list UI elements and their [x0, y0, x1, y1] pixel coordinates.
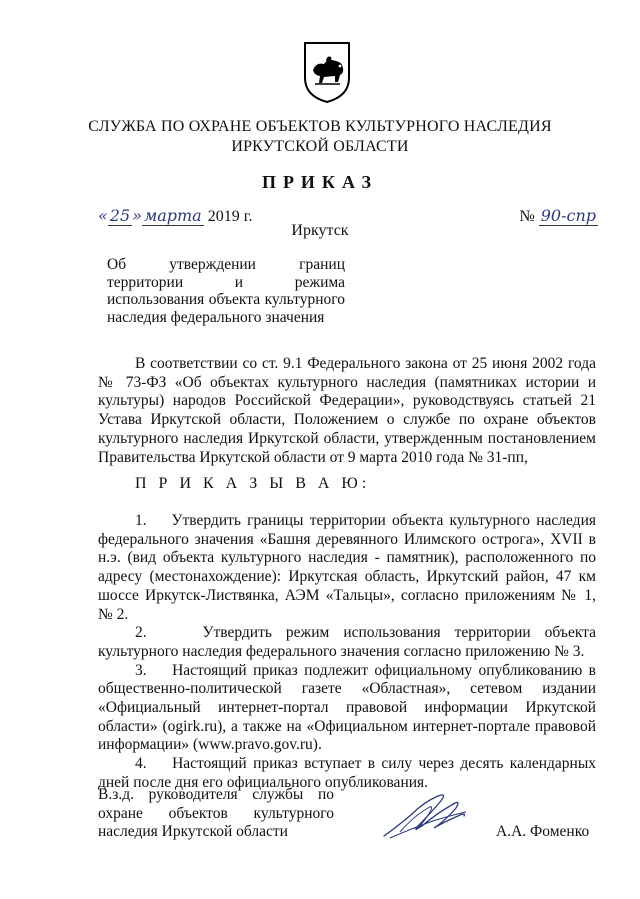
- order-item: 4. Настоящий приказ вступает в силу через десять календарных дней после дня его официального опубликования.: [98, 755, 596, 791]
- order-heading: П Р И К А З Ы В А Ю:: [135, 475, 371, 492]
- order-item: 1. Утвердить границы территории объекта культурного наследия федерального значения «Башня деревянного Илимского острога», XVII в н.э. (вид объекта культурного наследия - памятник), расположенного по адресу (местонахождение): Иркутская область, Иркутский район, 47 км шоссе Иркутск-Листвянка, АЭМ «Тальцы», согласно приложениям № 1, № 2.: [98, 512, 596, 623]
- city: Иркутск: [291, 222, 349, 239]
- date-close-quote: »: [132, 206, 142, 225]
- organization-name-line-1: СЛУЖБА ПО ОХРАНЕ ОБЪЕКТОВ КУЛЬТУРНОГО НАСЛЕДИЯ: [88, 118, 552, 135]
- date-year: 2019 г.: [207, 208, 253, 225]
- coat-of-arms-icon: [300, 40, 354, 104]
- organization-name-line-2: ИРКУТСКОЙ ОБЛАСТИ: [231, 138, 409, 155]
- order-item: 2. Утвердить режим использования территории объекта культурного наследия федерального значения согласно приложению № 3.: [98, 624, 596, 660]
- document-subject: Об утверждении границ территории и режима использования объекта культурного наследия федерального значения: [107, 256, 345, 326]
- date-open-quote: «: [98, 206, 108, 225]
- order-items: [98, 512, 596, 793]
- date-day: 25: [109, 206, 131, 225]
- document-title: ПРИКАЗ: [261, 172, 379, 192]
- date-month: марта: [143, 206, 202, 225]
- number-value: 90-спр: [540, 206, 596, 225]
- preamble-paragraph: В соответствии со ст. 9.1 Федерального закона от 25 июня 2002 года № 73-ФЗ «Об объектах культурного наследия (памятниках истории и культуры) народов Российской Федерации», руководствуясь статьей 21 Устава Иркутской области, Положением о службе по охране объектов культурного наследия Иркутской области, утвержденным постановлением Правительства Иркутской области от 9 марта 2010 года № 31-пп,: [98, 355, 596, 466]
- number-prefix: №: [519, 208, 535, 225]
- signatory-position: В.з.д. руководителя службы по охране объектов культурного наследия Иркутской области: [98, 786, 334, 840]
- order-item: 3. Настоящий приказ подлежит официальному опубликованию в общественно-политической газете «Областная», сетевом издании «Официальный интернет-портал правовой информации Иркутской области» (ogirk.ru), а также на «Официальном интернет-портале правовой информации» (www.pravo.gov.ru).: [98, 661, 596, 754]
- handwritten-signature: [378, 786, 470, 842]
- signatory-name: А.А. Фоменко: [496, 823, 590, 840]
